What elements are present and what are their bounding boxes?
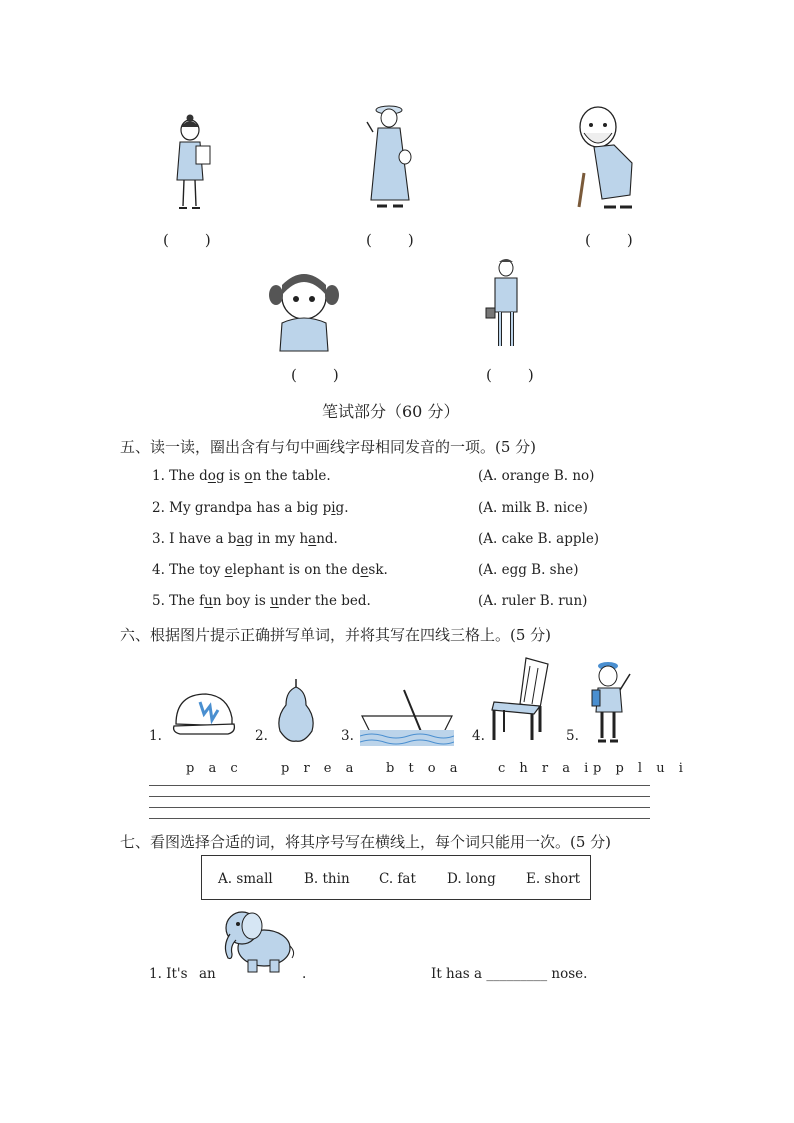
man-with-briefcase-figure (484, 258, 526, 350)
answer-paren-4[interactable]: ( ) (291, 366, 341, 384)
pear-icon (274, 677, 318, 743)
q1-text-period: . (302, 966, 307, 982)
s5-options-2[interactable]: (A. milk B. nice) (478, 500, 588, 516)
pupil-icon (588, 660, 634, 744)
chair-icon (490, 656, 550, 742)
s6-number-3: 3. (341, 728, 354, 744)
s5-item-2: 2. My grandpa has a big pig. (152, 500, 349, 516)
writing-line-1[interactable] (149, 785, 650, 786)
boat-icon (360, 688, 454, 748)
s5-item-4: 4. The toy elephant is on the desk. (152, 562, 388, 578)
word-option-b: B. thin (304, 871, 350, 887)
answer-paren-5[interactable]: ( ) (486, 366, 536, 384)
little-girl-figure (268, 265, 340, 353)
s6-number-5: 5. (566, 728, 579, 744)
answer-paren-3[interactable]: ( ) (585, 231, 635, 249)
q1-text-its: 1. It's (149, 966, 188, 982)
s5-item-5: 5. The fun boy is under the bed. (152, 593, 371, 609)
word-option-e: E. short (526, 871, 581, 887)
writing-line-4[interactable] (149, 818, 650, 819)
grandma-figure (365, 102, 417, 212)
s5-options-1[interactable]: (A. orange B. no) (478, 468, 595, 484)
answer-paren-1[interactable]: ( ) (163, 231, 213, 249)
girl-with-bag-figure (170, 112, 220, 212)
s5-options-3[interactable]: (A. cake B. apple) (478, 531, 600, 547)
s5-options-5[interactable]: (A. ruler B. run) (478, 593, 588, 609)
scrambled-4: c h r a i (498, 761, 594, 776)
scrambled-3: b t o a (386, 761, 463, 776)
s5-item-3: 3. I have a bag in my hand. (152, 531, 338, 547)
cap-icon (170, 688, 238, 738)
q1-text-nose[interactable]: It has a _________ nose. (431, 966, 588, 982)
s6-number-1: 1. (149, 728, 162, 744)
section6-heading: 六、根据图片提示正确拼写单词，并将其写在四线三格上。(5 分) (120, 626, 552, 644)
answer-paren-2[interactable]: ( ) (366, 231, 416, 249)
section7-heading: 七、看图选择合适的词，将其序号写在横线上，每个词只能用一次。(5 分) (120, 833, 612, 851)
section5-heading: 五、读一读，圈出含有与句中画线字母相同发音的一项。(5 分) (120, 438, 537, 456)
grandpa-figure (574, 103, 636, 211)
word-option-d: D. long (447, 871, 496, 887)
s5-options-4[interactable]: (A. egg B. she) (478, 562, 579, 578)
s6-number-2: 2. (255, 728, 268, 744)
scrambled-1: p a c (186, 761, 243, 776)
word-option-a: A. small (218, 871, 273, 887)
word-option-c: C. fat (379, 871, 416, 887)
q1-text-an: an (199, 966, 216, 982)
written-part-title: 笔试部分（60 分） (322, 402, 460, 421)
writing-line-3[interactable] (149, 807, 650, 808)
s6-number-4: 4. (472, 728, 485, 744)
writing-line-2[interactable] (149, 796, 650, 797)
elephant-icon (218, 906, 298, 976)
scrambled-2: p r e a (281, 761, 359, 776)
scrambled-5: p p l u i (593, 761, 688, 776)
s5-item-1: 1. The dog is on the table. (152, 468, 331, 484)
word-bank-box (201, 855, 591, 900)
